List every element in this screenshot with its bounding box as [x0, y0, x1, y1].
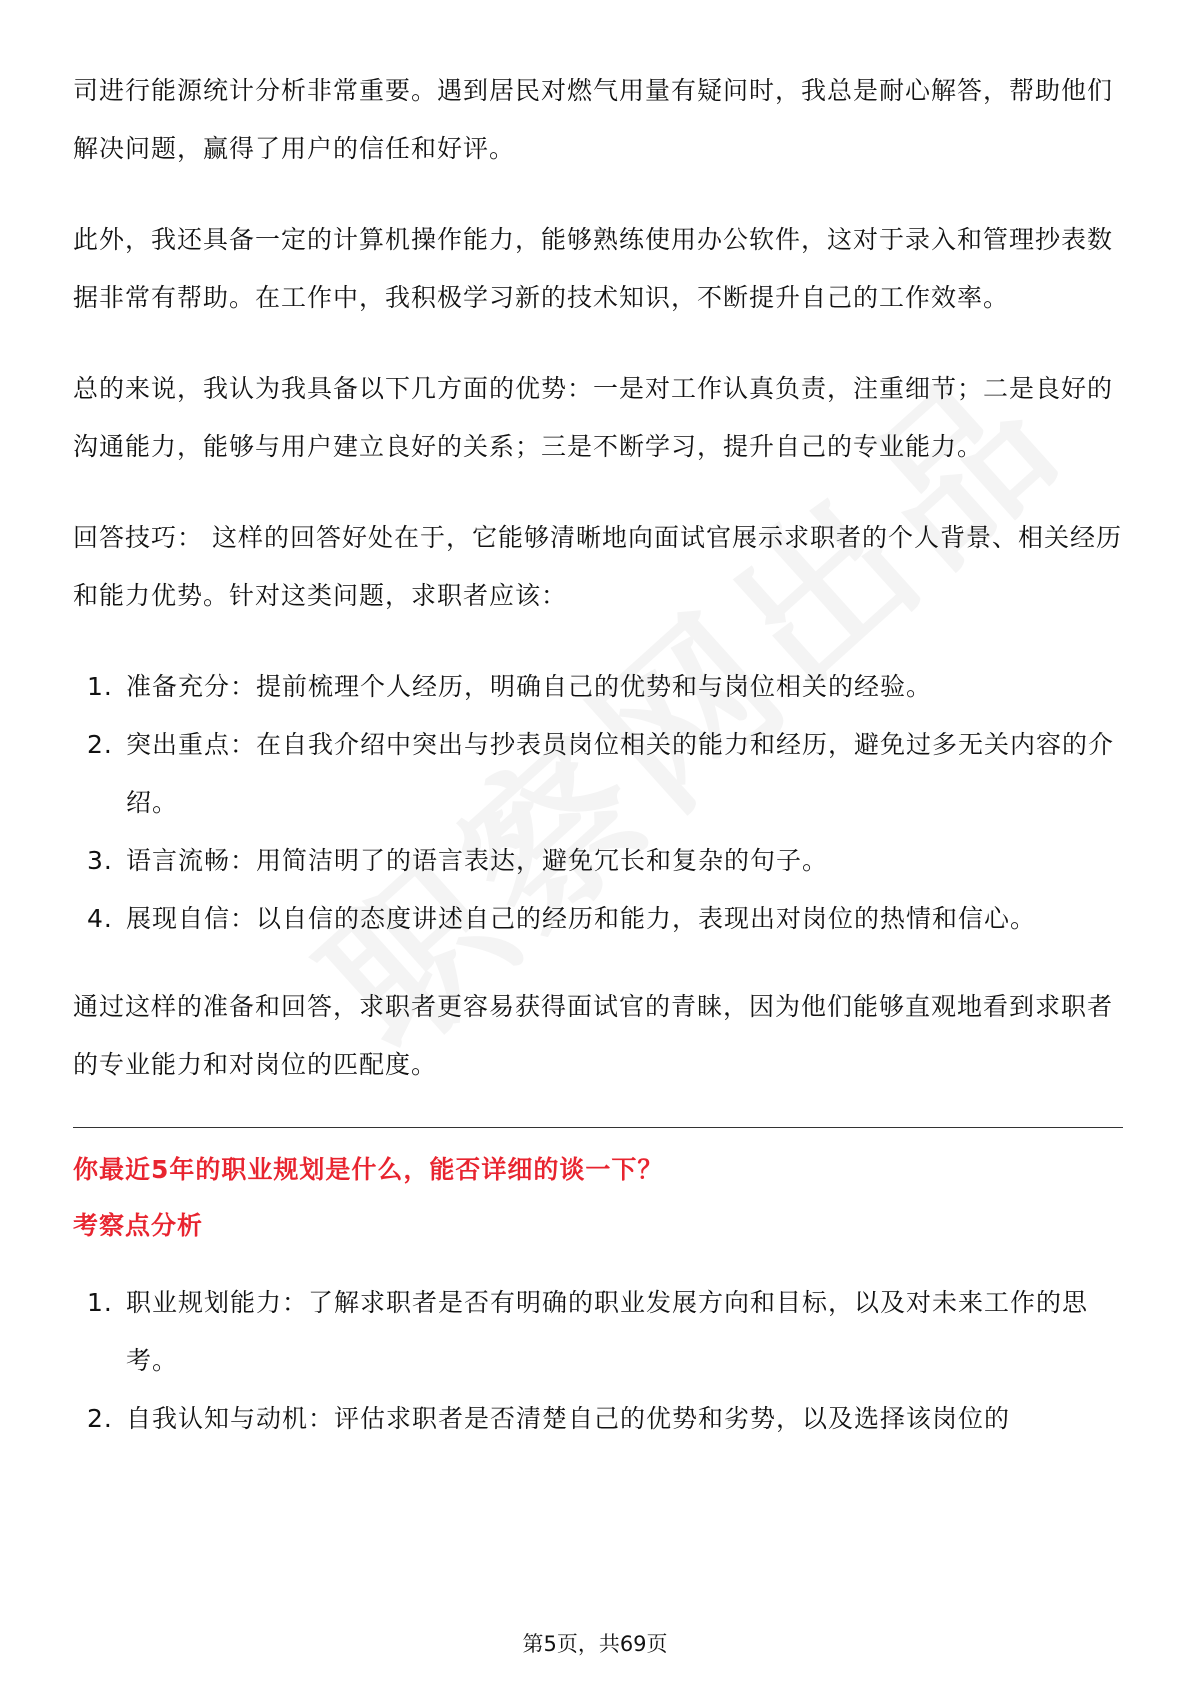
- list-item-number: 3.: [87, 846, 113, 875]
- paragraph-answer-tips-intro: 回答技巧： 这样的回答好处在于，它能够清晰地向面试官展示求职者的个人背景、相关经历和能力优势。针对这类问题，求职者应该：: [73, 523, 1122, 610]
- list-item-text: 准备充分：提前梳理个人经历，明确自己的优势和与岗位相关的经验。: [126, 672, 933, 701]
- question-title: 你最近5年的职业规划是什么，能否详细的谈一下？: [73, 1155, 664, 1184]
- list-item-text: 展现自信：以自信的态度讲述自己的经历和能力，表现出对岗位的热情和信心。: [126, 904, 1037, 933]
- list-item-number: 2.: [87, 730, 113, 759]
- paragraph-computer-skills: 此外，我还具备一定的计算机操作能力，能够熟练使用办公软件，这对于录入和管理抄表数据非常有帮助。在工作中，我积极学习新的技术知识，不断提升自己的工作效率。: [73, 225, 1114, 312]
- analysis-points-list: [73, 1274, 1123, 1448]
- page-content: [73, 62, 1123, 1478]
- list-item-text: 突出重点：在自我介绍中突出与抄表员岗位相关的能力和经历，避免过多无关内容的介绍。: [126, 730, 1115, 817]
- page-footer: 第5页，共69页: [522, 1632, 668, 1656]
- question-subtitle: 考察点分析: [73, 1211, 204, 1240]
- list-item-number: 1.: [87, 672, 113, 701]
- paragraph-closing: 通过这样的准备和回答，求职者更容易获得面试官的青睐，因为他们能够直观地看到求职者的专业能力和对岗位的匹配度。: [73, 992, 1114, 1079]
- paragraph-communication: 司进行能源统计分析非常重要。遇到居民对燃气用量有疑问时，我总是耐心解答，帮助他们解决问题，赢得了用户的信任和好评。: [73, 76, 1114, 163]
- list-item: [73, 716, 1123, 832]
- tips-list: [73, 658, 1123, 948]
- paragraph-summary-strengths: 总的来说，我认为我具备以下几方面的优势：一是对工作认真负责，注重细节；二是良好的沟通能力，能够与用户建立良好的关系；三是不断学习，提升自己的专业能力。: [73, 374, 1114, 461]
- list-item: [73, 890, 1123, 948]
- list-item-number: 2.: [87, 1404, 113, 1433]
- list-item-number: 1.: [87, 1288, 113, 1317]
- list-item-text: 语言流畅：用简洁明了的语言表达，避免冗长和复杂的句子。: [126, 846, 829, 875]
- list-item: [73, 1274, 1123, 1390]
- list-item-number: 4.: [87, 904, 113, 933]
- list-item: [73, 832, 1123, 890]
- list-item: [73, 658, 1123, 716]
- list-item: [73, 1390, 1123, 1448]
- list-item-text: 自我认知与动机：评估求职者是否清楚自己的优势和劣势，以及选择该岗位的: [126, 1404, 1011, 1433]
- section-divider: [73, 1127, 1123, 1128]
- list-item-text: 职业规划能力：了解求职者是否有明确的职业发展方向和目标，以及对未来工作的思考。: [126, 1288, 1089, 1375]
